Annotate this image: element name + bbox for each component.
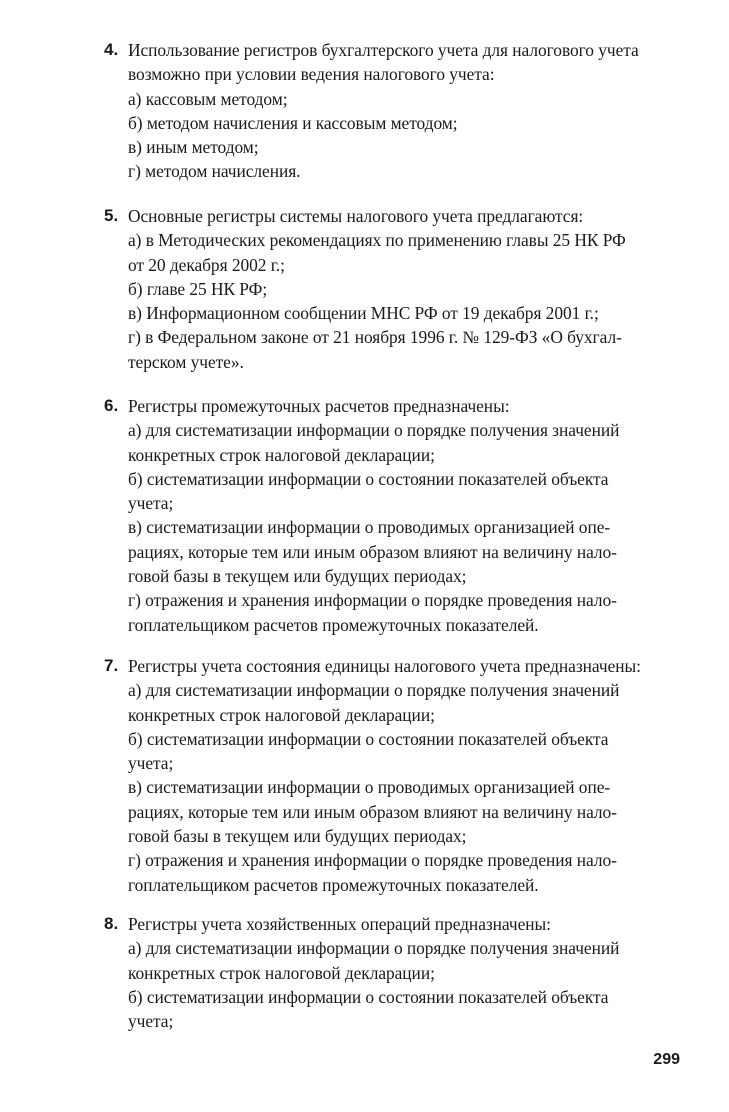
answer-option-d-continued: терском учете».: [128, 351, 244, 372]
question-text-line: Основные регистры системы налогового учета предлагаются:: [128, 206, 584, 226]
question-number: 6.: [104, 396, 119, 415]
answer-option-c-continued: рациях, которые тем или иным образом влияют на величину нало-: [128, 541, 617, 562]
question-8: [104, 912, 694, 1033]
answer-option-a: а) для систематизации информации о порядке получения значений: [128, 938, 620, 959]
answer-option-b-continued: учета;: [128, 1011, 174, 1032]
question-number: 8.: [104, 914, 119, 933]
answer-option-d-continued: гоплательщиком расчетов промежуточных показателей.: [128, 874, 539, 895]
question-number: 4.: [104, 40, 119, 59]
answer-option-b: б) систематизации информации о состоянии показателей объекта: [128, 468, 609, 489]
answer-option-a-continued: конкретных строк налоговой декларации;: [128, 704, 435, 725]
question-body: [128, 38, 694, 184]
answer-option-a-continued: от 20 декабря 2002 г.;: [128, 254, 285, 275]
question-5: [104, 204, 694, 374]
answer-option-c: в) Информационном сообщении МНС РФ от 19 декабря 2001 г.;: [128, 303, 599, 324]
answer-option-a: а) кассовым методом;: [128, 88, 288, 109]
question-text-line: возможно при условии ведения налогового учета:: [128, 64, 495, 85]
question-body: [128, 204, 694, 374]
answer-option-c-continued: рациях, которые тем или иным образом влияют на величину нало-: [128, 801, 617, 822]
answer-option-c: в) систематизации информации о проводимых организацией опе-: [128, 517, 611, 538]
answer-option-d: г) отражения и хранения информации о порядке проведения нало-: [128, 850, 617, 871]
answer-option-c: в) иным методом;: [128, 137, 259, 158]
question-body: [128, 394, 694, 637]
answer-option-a-continued: конкретных строк налоговой декларации;: [128, 962, 435, 983]
question-6: [104, 394, 694, 637]
answer-option-b-continued: учета;: [128, 753, 174, 774]
question-text-line: Использование регистров бухгалтерского учета для налогового учета: [128, 40, 639, 60]
answer-option-a: а) в Методических рекомендациях по применению главы 25 НК РФ: [128, 230, 626, 251]
question-body: [128, 654, 694, 897]
answer-option-a-continued: конкретных строк налоговой декларации;: [128, 444, 435, 465]
question-body: [128, 912, 694, 1033]
answer-option-b: б) главе 25 НК РФ;: [128, 278, 268, 299]
answer-option-d: г) в Федеральном законе от 21 ноября 1996 г. № 129-ФЗ «О бухгал-: [128, 327, 622, 348]
question-text-line: Регистры промежуточных расчетов предназначены:: [128, 396, 510, 416]
answer-option-a: а) для систематизации информации о порядке получения значений: [128, 680, 620, 701]
page-number: 299: [653, 1051, 680, 1068]
question-text-line: Регистры учета хозяйственных операций предназначены:: [128, 914, 551, 934]
answer-option-c-continued: говой базы в текущем или будущих периодах;: [128, 566, 467, 587]
answer-option-b: б) систематизации информации о состоянии показателей объекта: [128, 986, 609, 1007]
question-text-line: Регистры учета состояния единицы налогового учета предназначены:: [128, 656, 641, 676]
answer-option-c: в) систематизации информации о проводимых организацией опе-: [128, 777, 611, 798]
answer-option-b-continued: учета;: [128, 493, 174, 514]
answer-option-d: г) методом начисления.: [128, 161, 301, 182]
question-4: [104, 38, 694, 184]
question-7: [104, 654, 694, 897]
answer-option-d-continued: гоплательщиком расчетов промежуточных показателей.: [128, 614, 539, 635]
question-number: 7.: [104, 656, 119, 675]
answer-option-b: б) методом начисления и кассовым методом;: [128, 112, 458, 133]
question-number: 5.: [104, 206, 119, 225]
answer-option-a: а) для систематизации информации о порядке получения значений: [128, 420, 620, 441]
answer-option-c-continued: говой базы в текущем или будущих периодах;: [128, 826, 467, 847]
answer-option-d: г) отражения и хранения информации о порядке проведения нало-: [128, 590, 617, 611]
answer-option-b: б) систематизации информации о состоянии показателей объекта: [128, 728, 609, 749]
